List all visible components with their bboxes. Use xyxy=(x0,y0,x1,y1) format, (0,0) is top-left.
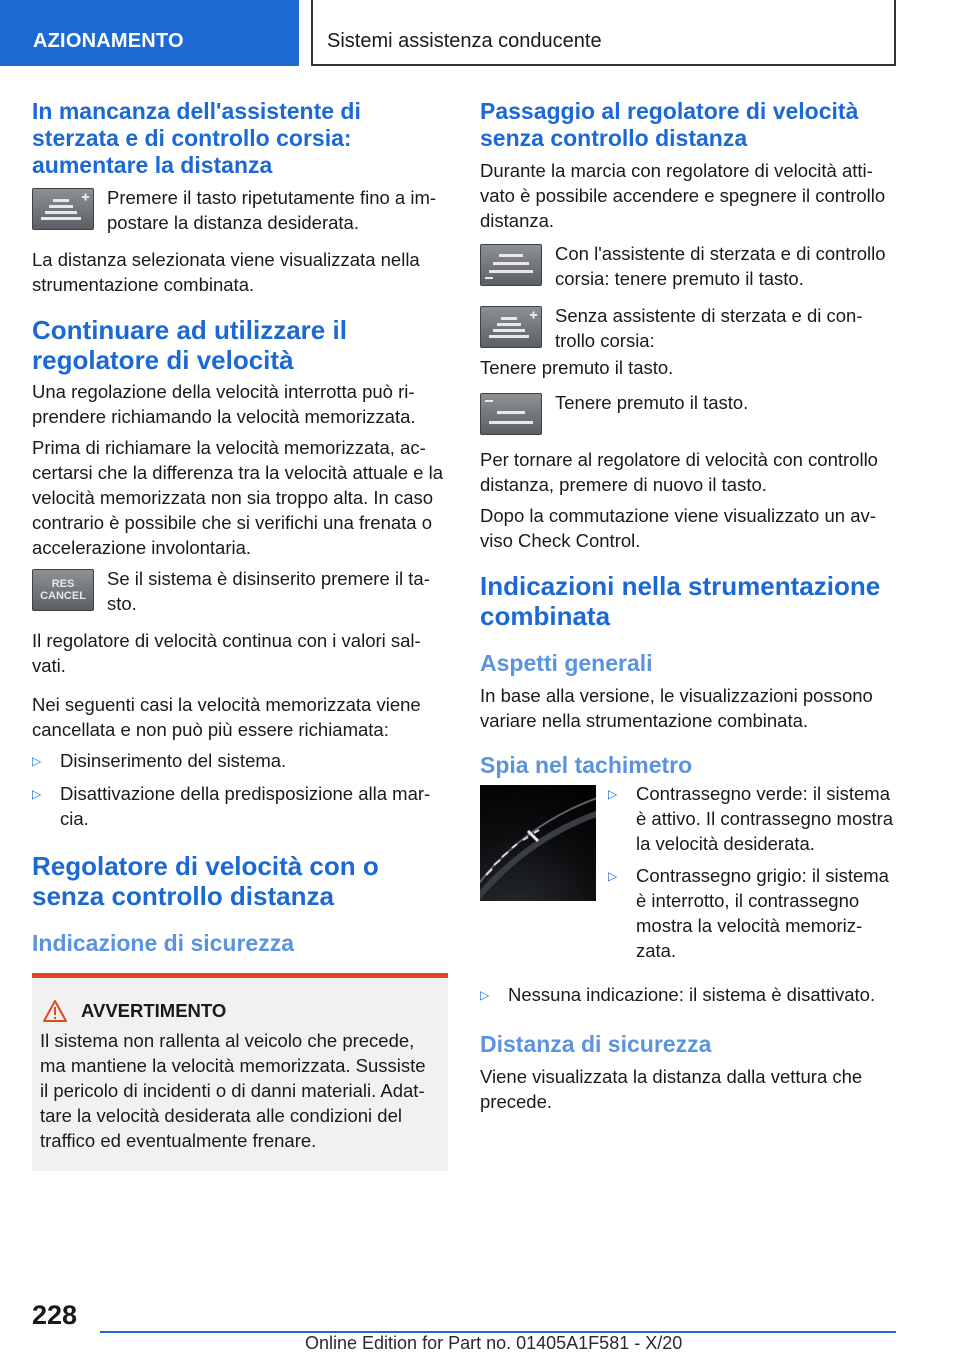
page-header xyxy=(0,0,960,66)
list-item: ▷ Disinserimento del sistema. xyxy=(32,748,448,774)
paragraph: Prima di richiamare la velocità memorizzata, accertarsi che la differenza tra la velocità attuale e la velocità memorizzata non sia troppo alta. In caso contrario è possibile che si verifichi una frenata o accelerazione involontaria. xyxy=(32,437,443,558)
triangle-bullet-icon: ▷ xyxy=(608,869,618,883)
paragraph: Dopo la commutazione viene visualizzato un avviso Check Control. xyxy=(480,505,876,551)
heading-indications: Indicazioni nella strumentazione combinata xyxy=(480,571,881,631)
warning-heading: AVVERTIMENTO xyxy=(40,1000,436,1022)
bullet-list xyxy=(608,781,896,970)
paragraph: Durante la marcia con regolatore di velocità attivato è possibile accendere e spegnere il controllo distanza. xyxy=(480,160,886,231)
paragraph: Viene visualizzata la distanza dalla vettura che precede. xyxy=(480,1066,863,1112)
res-cancel-button-icon: RES CANCEL xyxy=(32,569,94,611)
paragraph: Tenere premuto il tasto. xyxy=(480,357,674,378)
heading-safety: Indicazione di sicurezza xyxy=(32,930,295,956)
heading-continue: Continuare ad utilizzare il regolatore di velocità xyxy=(32,315,347,375)
list-item: ▷ Contrassegno grigio: il sistema è interrotto, il contrassegno mostra la velocità memorizzata. xyxy=(608,865,889,961)
warning-text: Il sistema non rallenta al veicolo che precede, ma mantiene la velocità memorizzata. Sussiste il pericolo di incidenti o di danni materiali. Adattare la velocità desiderata alle condizioni del traffico ed eventualmente frenare. xyxy=(40,1030,426,1151)
list-item: ▷ Disattivazione della predisposizione alla marcia. xyxy=(32,783,431,829)
paragraph: Per tornare al regolatore di velocità con controllo distanza, premere di nuovo il tasto. xyxy=(480,449,878,495)
warning-triangle-icon xyxy=(43,1000,67,1022)
distance-button-row xyxy=(32,185,448,235)
paragraph: In base alla versione, le visualizzazioni possono variare nella strumentazione combinata. xyxy=(480,685,873,731)
paragraph: Il regolatore di velocità continua con i valori salvati. xyxy=(32,630,421,676)
button-row-1 xyxy=(480,241,896,291)
heading-increase-distance: In mancanza dell'assistente di sterzata e di controllo corsia: aumentare la distanza xyxy=(32,98,361,178)
chapter-title: Sistemi assistenza conducente xyxy=(311,0,896,66)
paragraph: Nei seguenti casi la velocità memorizzata viene cancellata e non può più essere richiamata: xyxy=(32,694,421,740)
heading-speedometer: Spia nel tachimetro xyxy=(480,752,693,778)
res-button-text: Se il sistema è disinserito premere il tasto. xyxy=(107,568,430,614)
heading-safe-distance: Distanza di sicurezza xyxy=(480,1031,712,1057)
paragraph: La distanza selezionata viene visualizzata nella strumentazione combinata. xyxy=(32,249,420,295)
button-text: Senza assistente di sterzata e di controllo corsia: xyxy=(555,305,863,351)
list-item: ▷ Contrassegno verde: il sistema è attivo. Il contrassegno mostra la velocità desiderata. xyxy=(608,783,894,854)
button-row-3 xyxy=(480,390,896,435)
bullet-list xyxy=(480,982,896,1008)
triangle-bullet-icon: ▷ xyxy=(32,787,42,801)
heading-switch: Passaggio al regolatore di velocità senza controllo distanza xyxy=(480,98,859,151)
triangle-bullet-icon: ▷ xyxy=(608,787,618,801)
triangle-bullet-icon: ▷ xyxy=(32,754,42,768)
heading-general: Aspetti generali xyxy=(480,650,653,676)
button-text: Con l'assistente di sterzata e di controllo corsia: tenere premuto il tasto. xyxy=(555,243,886,289)
speedometer-image xyxy=(480,785,596,901)
button-row-2 xyxy=(480,303,896,353)
triangle-bullet-icon: ▷ xyxy=(480,988,490,1002)
section-tab: AZIONAMENTO xyxy=(0,0,299,66)
right-column xyxy=(480,98,896,1120)
res-button-row xyxy=(32,566,448,616)
button-text: Tenere premuto il tasto. xyxy=(555,392,749,413)
distance-plus-button-icon xyxy=(32,188,94,230)
distance-plus-button-icon xyxy=(480,306,542,348)
list-item: ▷ Nessuna indicazione: il sistema è disattivato. xyxy=(480,982,896,1008)
left-column xyxy=(32,98,448,1171)
warning-box xyxy=(32,973,448,1171)
distance-minus-button-icon xyxy=(480,393,542,435)
bullet-list xyxy=(32,748,448,831)
distance-button-text: Premere il tasto ripetutamente fino a impostare la distanza desiderata. xyxy=(107,187,437,233)
speedometer-row xyxy=(480,785,896,978)
page-number: 228 xyxy=(32,1300,78,1330)
distance-toggle-button-icon xyxy=(480,244,542,286)
edition-note: Online Edition for Part no. 01405A1F581 - X/20 xyxy=(305,1333,683,1353)
paragraph: Una regolazione della velocità interrotta può riprendere richiamando la velocità memorizzata. xyxy=(32,381,416,427)
heading-cruise-control: Regolatore di velocità con o senza controllo distanza xyxy=(32,851,379,911)
